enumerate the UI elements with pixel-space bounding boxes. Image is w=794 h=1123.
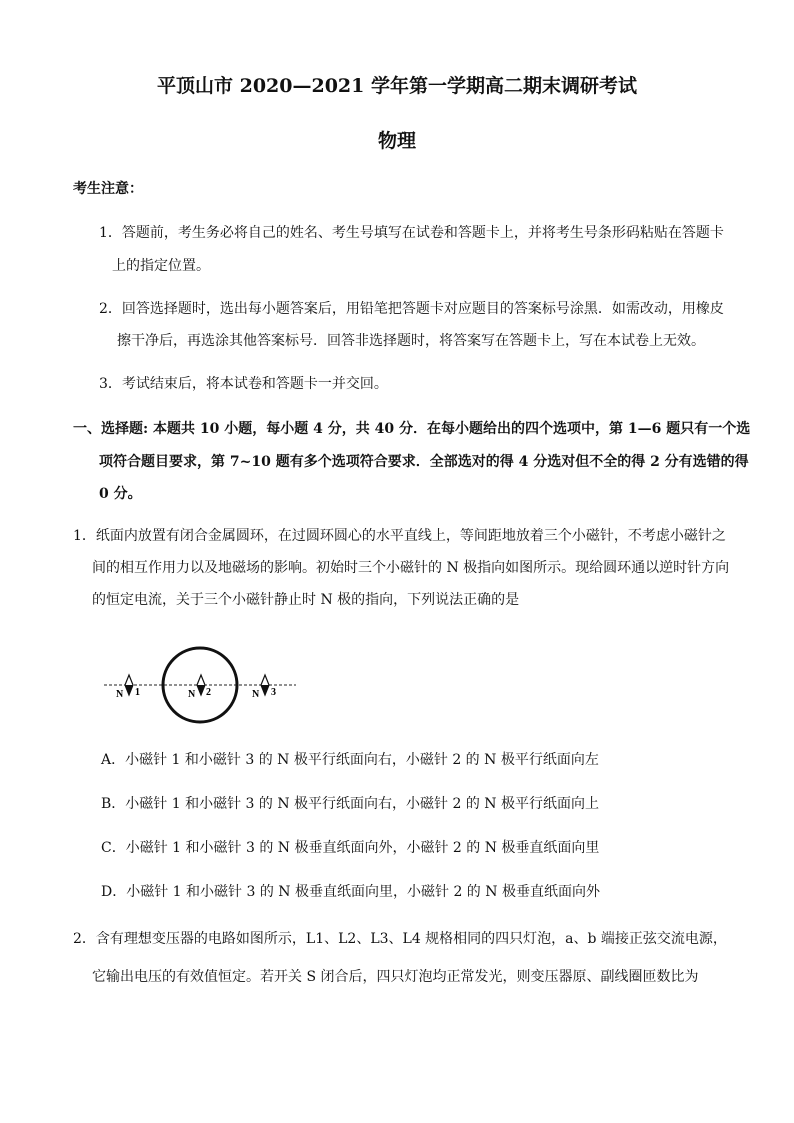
notice-item-2-line-2: 擦干净后，再选涂其他答案标号．回答非选择题时，将答案写在答题卡上，写在本试卷上无效。	[117, 333, 705, 349]
section-1-heading-line-2: 项符合题目要求，第 7~10 题有多个选项符合要求．全部选对的得 4 分选对但不全的得 2 分有选错的得	[99, 454, 749, 470]
needle-2-n-label: N	[188, 689, 196, 700]
needle-1-number: 1	[135, 687, 140, 698]
notice-item-1-line-2: 上的指定位置。	[112, 258, 210, 274]
question-2-line-1: 2．含有理想变压器的电路如图所示，L1、L2、L3、L4 规格相同的四只灯泡，a、b 端接正弦交流电源，	[73, 931, 727, 947]
section-1-heading-line-3: 0 分。	[99, 486, 142, 502]
notice-item-3: 3．考试结束后，将本试卷和答题卡一并交回。	[99, 376, 388, 392]
compass-needle-2	[197, 675, 205, 695]
question-1-line-2: 间的相互作用力以及地磁场的影响。初始时三个小磁针的 N 极指向如图所示。现给圆环通以逆时针方向	[92, 560, 730, 576]
needle-3-n-label: N	[252, 689, 260, 700]
compass-needle-3	[261, 675, 269, 695]
subject-title: 物理	[377, 130, 416, 152]
compass-ring-figure	[100, 640, 300, 730]
needle-1-n-label: N	[116, 689, 124, 700]
question-1-line-1: 1．纸面内放置有闭合金属圆环，在过圆环圆心的水平直线上，等间距地放着三个小磁针，不考虑小磁针之	[73, 528, 726, 544]
notice-heading: 考生注意：	[73, 181, 143, 197]
needle-3-number: 3	[271, 687, 276, 698]
question-1-option-b: B．小磁针 1 和小磁针 3 的 N 极平行纸面向右，小磁针 2 的 N 极平行纸面向上	[101, 796, 600, 812]
question-1-option-c: C．小磁针 1 和小磁针 3 的 N 极垂直纸面向外，小磁针 2 的 N 极垂直纸面向里	[101, 840, 600, 856]
notice-item-2-line-1: 2．回答选择题时，选出每小题答案后，用铅笔把答题卡对应题目的答案标号涂黑．如需改动，用橡皮	[99, 301, 724, 317]
section-1-heading-line-1: 一、选择题: 本题共 10 小题，每小题 4 分，共 40 分．在每小题给出的四个选项中，第 1—6 题只有一个选	[73, 421, 751, 437]
question-1-option-a: A．小磁针 1 和小磁针 3 的 N 极平行纸面向右，小磁针 2 的 N 极平行纸面向左	[101, 752, 599, 768]
needle-2-number: 2	[206, 687, 211, 698]
question-1-option-d: D．小磁针 1 和小磁针 3 的 N 极垂直纸面向里，小磁针 2 的 N 极垂直纸面向外	[101, 884, 600, 900]
notice-item-1-line-1: 1．答题前，考生务必将自己的姓名、考生号填写在试卷和答题卡上，并将考生号条形码粘贴在答题卡	[99, 225, 724, 241]
question-2-line-2: 它输出电压的有效值恒定。若开关 S 闭合后，四只灯泡均正常发光，则变压器原、副线圈匝数比为	[92, 969, 699, 985]
question-1-line-3: 的恒定电流，关于三个小磁针静止时 N 极的指向，下列说法正确的是	[92, 592, 520, 608]
page-title: 平顶山市 2020—2021 学年第一学期高二期末调研考试	[157, 75, 637, 97]
compass-needle-1	[125, 675, 133, 695]
